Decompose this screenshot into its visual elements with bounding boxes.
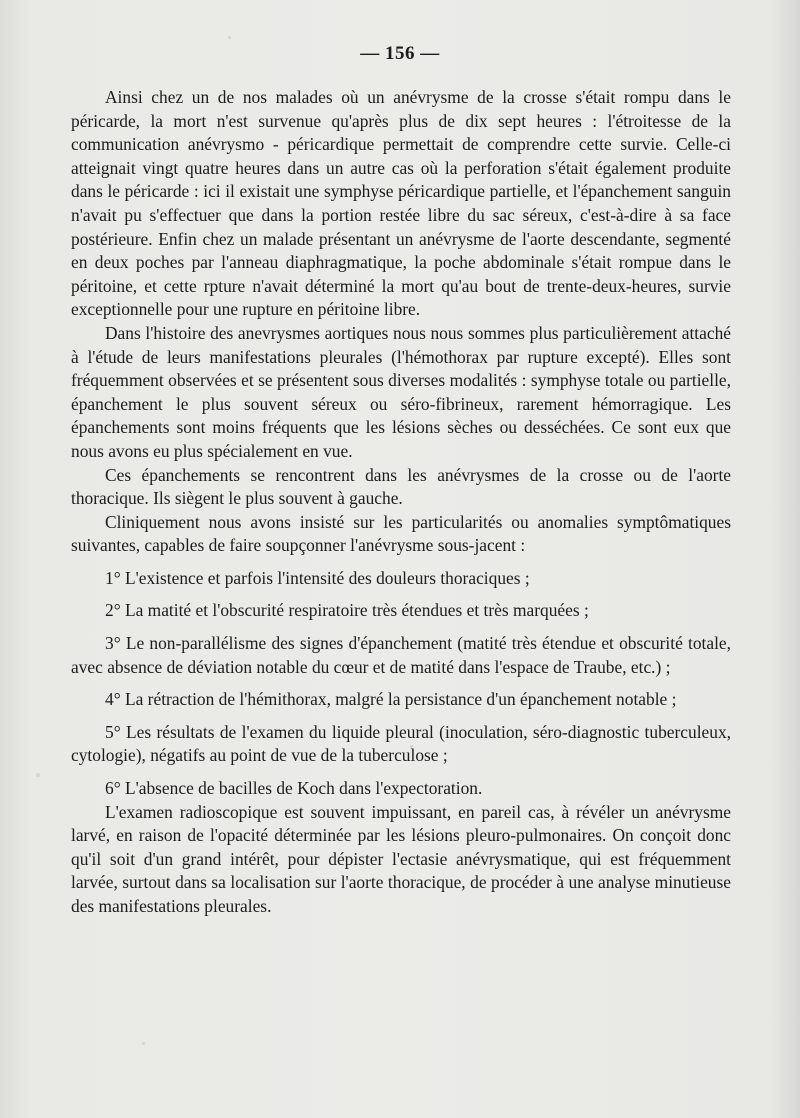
paragraph: Ces épanchements se rencontrent dans les anévrysmes de la crosse ou de l'aorte thoracique. Ils siègent le plus souvent à gauche.: [71, 464, 731, 509]
paragraph: Dans l'histoire des anevrysmes aortiques nous nous sommes plus particulièrement attaché à l'étude de leurs manifestations pleurales (l'hémothorax par rupture excepté). Elles sont fréquemment observées et se présentent sous diverses modalités : symphyse totale ou partielle, épanchement le plus souvent séreux ou séro-fibrineux, rarement hémorragique. Les épanchements sont moins fréquents que les lésions sèches ou desséchées. Ce sont eux que nous avons eu plus spécialement en vue.: [71, 322, 731, 461]
paragraph: Ainsi chez un de nos malades où un anévrysme de la crosse s'était rompu dans le péricarde, la mort n'est survenue qu'après plus de dix sept heures : l'étroitesse de la communication anévrysmo - péricardique permettait de comprendre cette survie. Celle-ci atteignait vingt quatre heures dans un autre cas où la perforation s'était également produite dans le péricarde : ici il existait une symphyse péricardique partielle, et l'épanchement sanguin n'avait pu s'effectuer que dans la portion restée libre du sac séreux, c'est-à-dire à sa face postérieure. Enfin chez un malade présentant un anévrysme de l'aorte descendante, segmenté en deux poches par l'anneau diaphragmatique, la poche abdominale s'était rompue dans le péritoine, et cette rpture n'avait déterminé la mort qu'au bout de trente-deux-heures, survie exceptionnelle pour une rupture en péritoine libre.: [71, 87, 731, 320]
page-number: — 156 —: [360, 43, 440, 64]
list-item: 3° Le non-parallélisme des signes d'épanchement (matité très étendue et obscurité totale, avec absence de déviation notable du cœur et de matité dans l'espace de Traube, etc.) ;: [71, 633, 731, 677]
list-item: 6° L'absence de bacilles de Koch dans l'expectoration.: [105, 778, 483, 799]
print-speck: [228, 36, 231, 39]
list-item: 2° La matité et l'obscurité respiratoire très étendues et très marquées ;: [105, 600, 589, 621]
list-item: 5° Les résultats de l'examen du liquide pleural (inoculation, séro-diagnostic tuberculeux, cytologie), négatifs au point de vue de la tuberculose ;: [71, 721, 731, 766]
body-text: [71, 86, 731, 919]
paragraph: Cliniquement nous avons insisté sur les particularités ou anomalies symptômatiques suivantes, capables de faire soupçonner l'anévrysme sous-jacent :: [71, 511, 731, 556]
print-speck: [36, 773, 40, 777]
print-speck: [410, 745, 413, 748]
list-item: 4° La rétraction de l'hémithorax, malgré la persistance d'un épanchement notable ;: [105, 689, 677, 710]
closing-paragraph: L'examen radioscopique est souvent impuissant, en pareil cas, à révéler un anévrysme larvé, en raison de l'opacité déterminée par les lésions pleuro-pulmonaires. On conçoit donc qu'il soit d'un grand intérêt, pour dépister l'ectasie anévrysmatique, qui est fréquemment larvée, surtout dans sa localisation sur l'aorte thoracique, de procéder à une analyse minutieuse des manifestations pleurales.: [71, 801, 731, 916]
print-speck: [142, 1042, 145, 1045]
list-item: 1° L'existence et parfois l'intensité des douleurs thoraciques ;: [105, 567, 530, 588]
